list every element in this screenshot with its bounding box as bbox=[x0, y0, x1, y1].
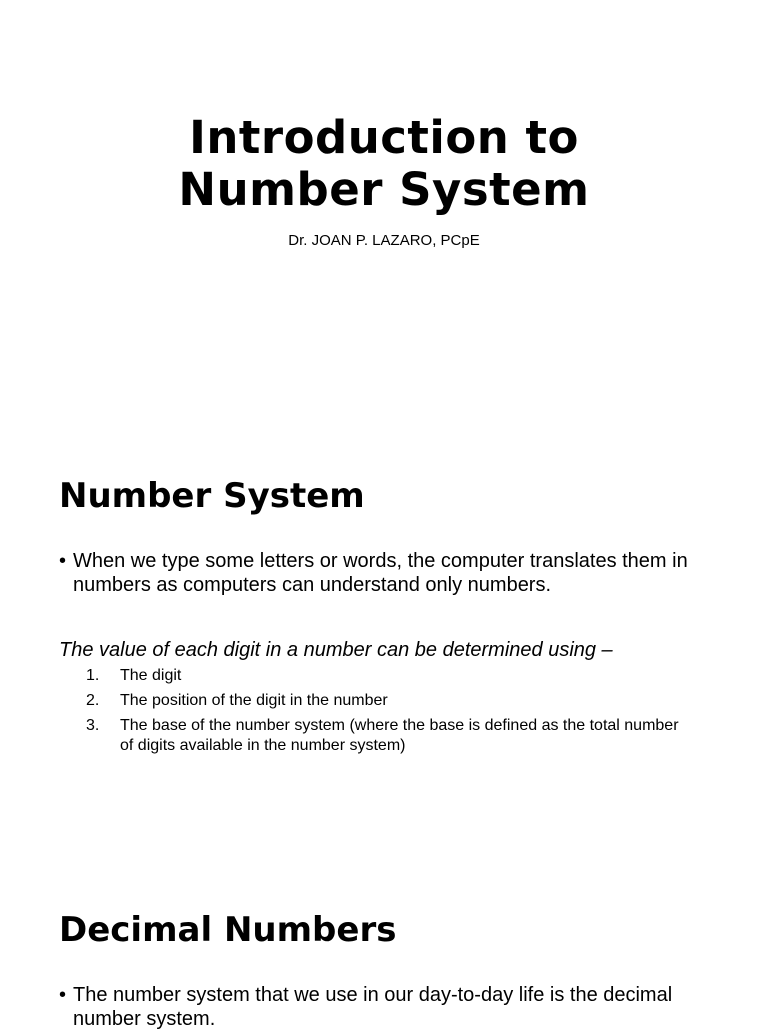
slide-title bbox=[0, 0, 768, 432]
list-item-text: The digit bbox=[120, 667, 182, 684]
list-number: 3. bbox=[86, 717, 100, 734]
list-number: 1. bbox=[86, 667, 100, 684]
bullet-item bbox=[59, 549, 723, 597]
list-item-text: The position of the digit in the number bbox=[120, 692, 388, 709]
bullet-text: When we type some letters or words, the computer translates them in numbers as computers can understand only numbers. bbox=[73, 550, 688, 596]
list-item bbox=[86, 666, 686, 686]
list-item-text: The base of the number system (where the base is defined as the total number of digits available in the number system) bbox=[120, 717, 679, 754]
presenter-name: Dr. JOAN P. LAZARO, PCpE bbox=[288, 232, 480, 249]
numbered-list bbox=[86, 666, 686, 761]
bullet-text: The number system that we use in our day-to-day life is the decimal number system. bbox=[73, 984, 673, 1030]
list-number: 2. bbox=[86, 692, 100, 709]
bullet-icon: • bbox=[59, 984, 67, 1006]
title-line-2: Number System bbox=[178, 163, 590, 216]
bullet-icon: • bbox=[59, 550, 67, 572]
slide-number-system bbox=[0, 432, 768, 866]
slide-heading: Number System bbox=[59, 476, 365, 516]
list-item bbox=[86, 691, 686, 711]
presentation-title bbox=[0, 112, 768, 216]
lead-text: The value of each digit in a number can be determined using – bbox=[59, 639, 613, 661]
title-line-1: Introduction to bbox=[189, 111, 579, 164]
slide-decimal-numbers bbox=[0, 866, 768, 1030]
list-item bbox=[86, 716, 686, 756]
slide-heading: Decimal Numbers bbox=[59, 910, 397, 950]
